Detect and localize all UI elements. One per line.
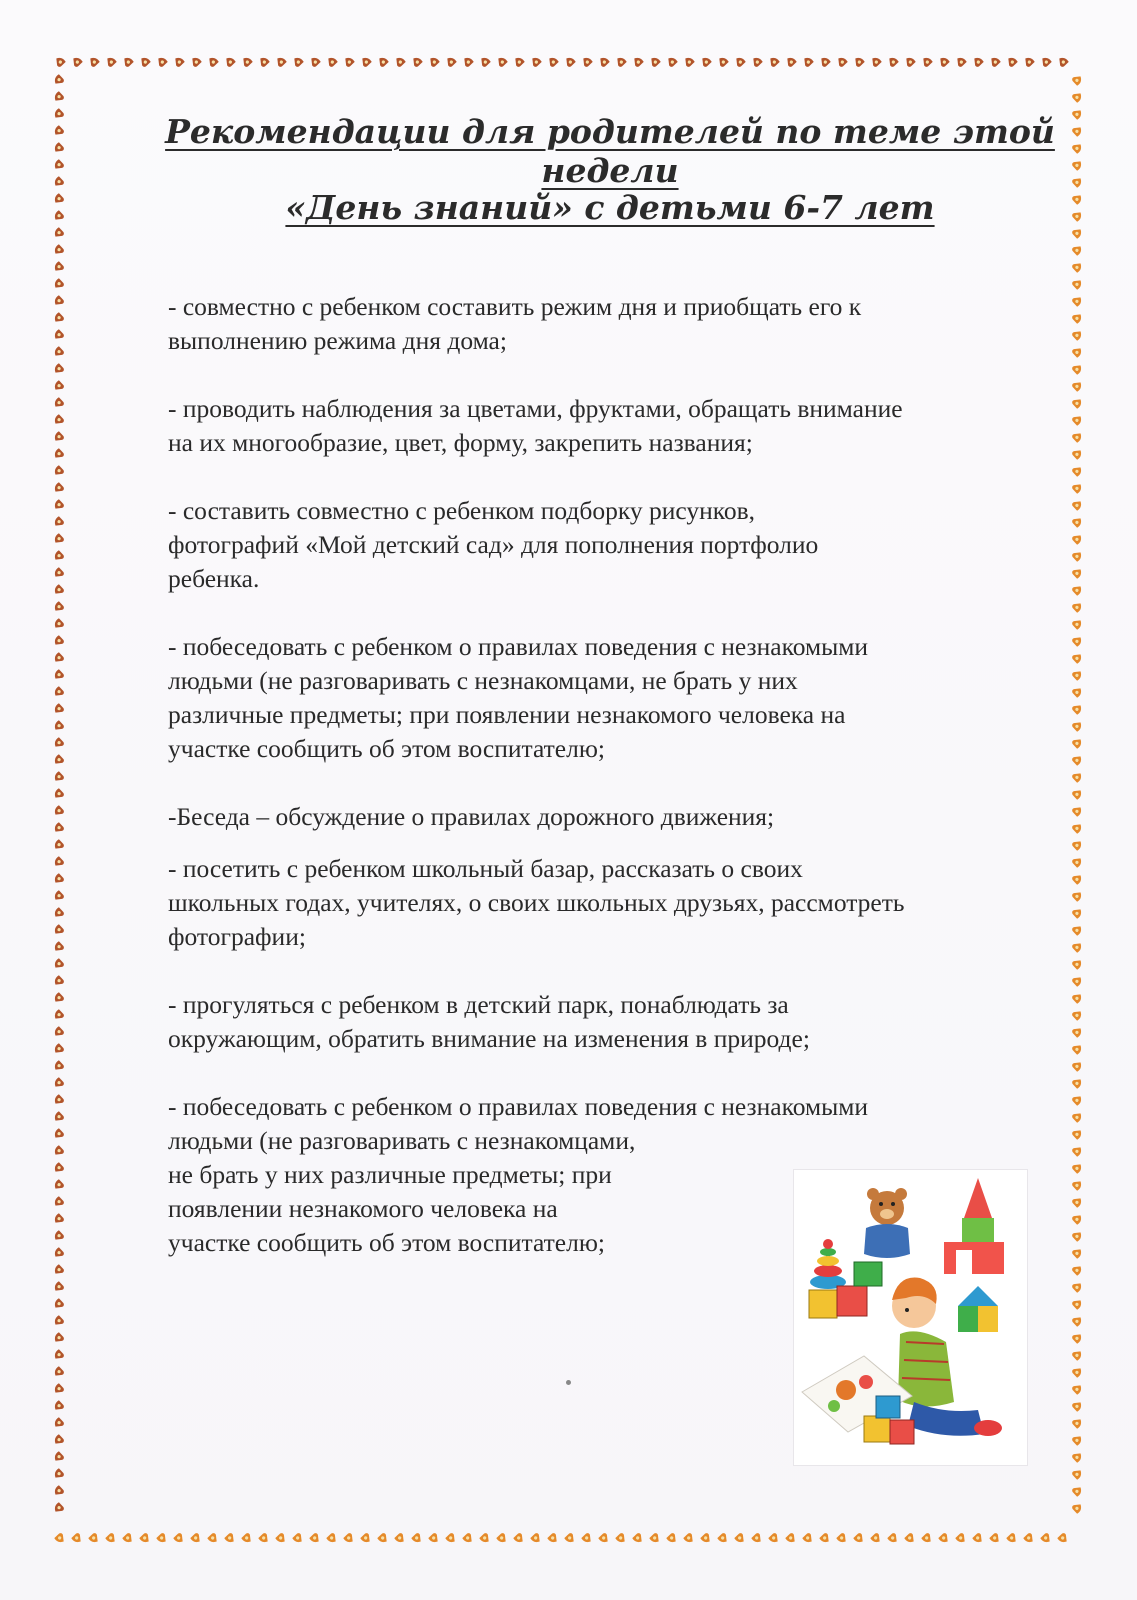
scan-speck <box>566 1380 571 1385</box>
recommendation-item: - побеседовать с ребенком о правилах поведения с незнакомыми людьми (не разговаривать с незнакомцами, не брать у них различные предметы; при появлении незнакомого человека на участке сообщить об этом воспитателю; <box>168 1092 869 1257</box>
recommendation-item: - совместно с ребенком составить режим дня и приобщать его к выполнению режима дня дома; <box>168 292 862 355</box>
recommendation-item: -Беседа – обсуждение о правилах дорожного движения; <box>168 802 775 831</box>
recommendations-list <box>168 290 1058 1294</box>
recommendation-item: - прогуляться с ребенком в детский парк, понаблюдать за окружающим, обратить внимание на изменения в природе; <box>168 990 810 1053</box>
page-title: Рекомендации для родителей по теме этой недели <box>165 112 1055 190</box>
recommendation-item: - побеседовать с ребенком о правилах поведения с незнакомыми людьми (не разговаривать с незнакомцами, не брать у них различные предметы; при появлении незнакомого человека на участке сообщить об этом воспитателю; <box>168 632 869 763</box>
child-playing-with-toys-illustration <box>794 1170 1027 1465</box>
recommendation-item: - посетить с ребенком школьный базар, рассказать о своих школьных годах, учителях, о своих школьных друзьях, рассмотреть фотографии; <box>168 854 905 951</box>
page-subtitle: «День знаний» с детьми 6-7 лет <box>285 188 935 227</box>
recommendation-item: - составить совместно с ребенком подборку рисунков, фотографий «Мой детский сад» для пополнения портфолио ребенка. <box>168 496 819 593</box>
recommendation-item: - проводить наблюдения за цветами, фруктами, обращать внимание на их многообразие, цвет, форму, закрепить названия; <box>168 394 903 457</box>
